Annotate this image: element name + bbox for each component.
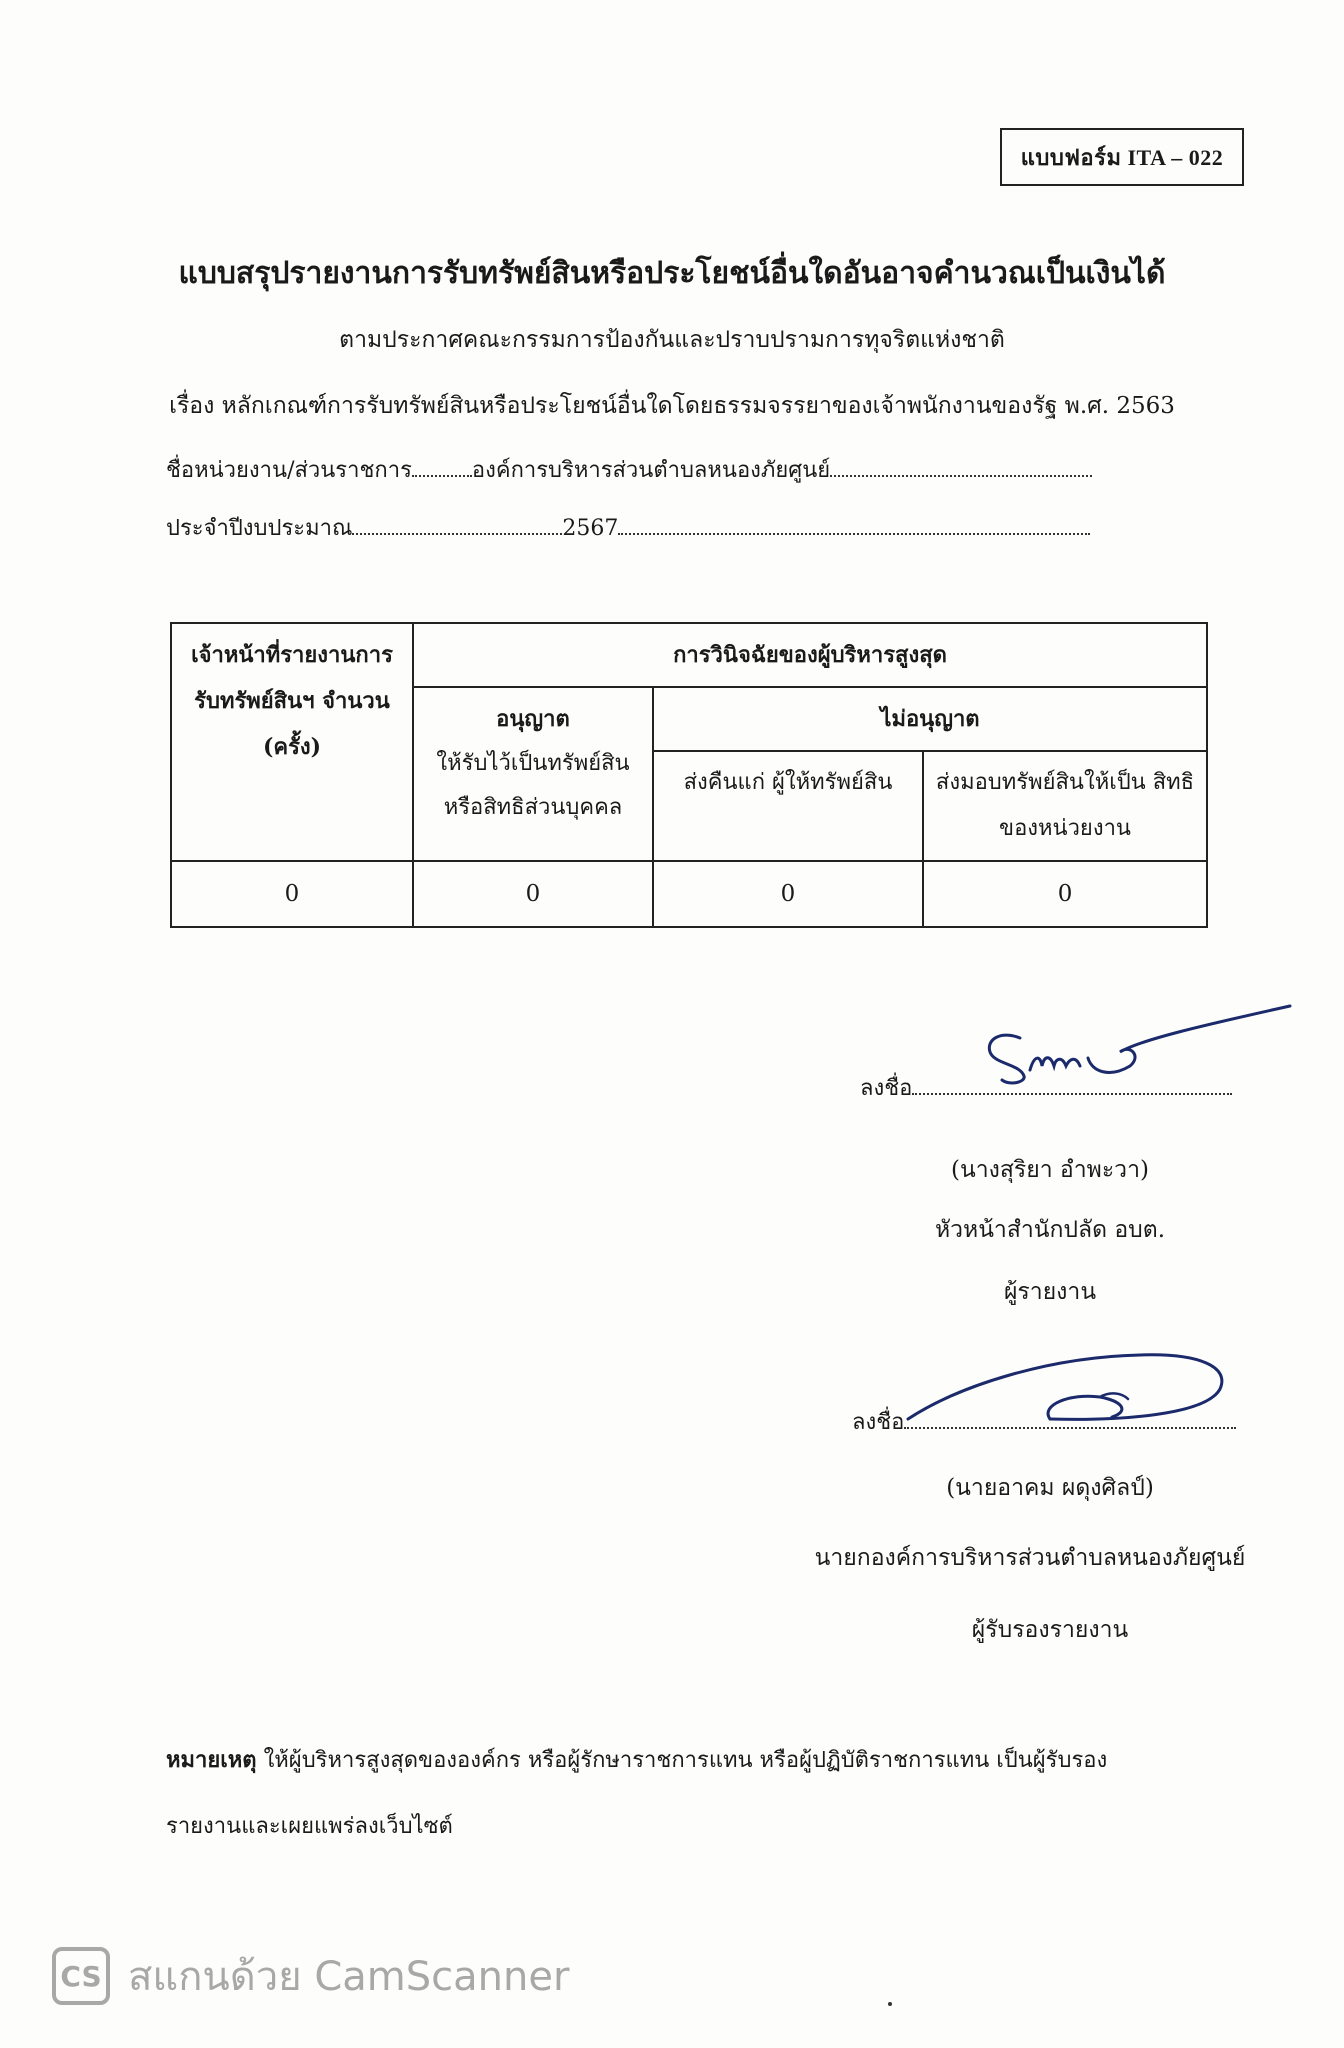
fiscal-year-value: 2567 [562, 516, 619, 541]
certifier-name: (นายอาคม ผดุงศิลป์) [946, 1475, 1154, 1501]
deny-transfer-value: 0 [923, 861, 1207, 927]
document-title: แบบสรุปรายงานการรับทรัพย์สินหรือประโยชน์อื่นใดอันอาจคำนวณเป็นเงินได้ [178, 256, 1166, 291]
camscanner-text: สแกนด้วย CamScanner [128, 1954, 570, 2000]
reporter-signature-line [860, 1070, 1232, 1105]
certifier-signature-line [852, 1404, 1236, 1439]
certifier-sign-dots [904, 1407, 1236, 1429]
camscanner-logo-icon: CS [52, 1947, 110, 2005]
reporter-sign-label: ลงชื่อ [860, 1076, 913, 1101]
agency-dots-after [830, 453, 1092, 477]
note-line-2: รายงานและเผยแพร่ลงเว็บไซต์ [166, 1814, 453, 1839]
deny-return-header: ส่งคืนแก่ ผู้ให้ทรัพย์สิน [653, 751, 923, 861]
camscanner-watermark [52, 1944, 569, 2008]
scan-speck [888, 2002, 892, 2006]
reports-count-header: เจ้าหน้าที่รายงานการ รับทรัพย์สินฯ จำนวน (ครั้ง) [171, 623, 413, 861]
fiscal-year-label: ประจำปีงบประมาณ [166, 516, 353, 541]
deny-transfer-header: ส่งมอบทรัพย์สินให้เป็น สิทธิของหน่วยงาน [923, 751, 1207, 861]
reporter-position: หัวหน้าสำนักปลัด อบต. [934, 1217, 1166, 1243]
agency-dots-before [412, 453, 472, 477]
note-label: หมายเหตุ [166, 1747, 257, 1773]
certifier-sign-label: ลงชื่อ [852, 1410, 905, 1435]
reporter-role: ผู้รายงาน [1003, 1279, 1097, 1305]
reporter-sign-dots [912, 1073, 1232, 1095]
document-subtitle: ตามประกาศคณะกรรมการป้องกันและปราบปรามการทุจริตแห่งชาติ [339, 327, 1005, 353]
reports-count-value: 0 [171, 861, 413, 927]
allow-description: ให้รับไว้เป็นทรัพย์สิน หรือสิทธิส่วนบุคคล [436, 751, 630, 820]
fiscal-year-field [166, 510, 1090, 545]
reporter-name: (นางสุริยา อำพะวา) [951, 1157, 1149, 1183]
certifier-role: ผู้รับรองรายงาน [971, 1617, 1129, 1643]
agency-label: ชื่อหน่วยงาน/ส่วนราชการ [166, 458, 412, 483]
document-subject: เรื่อง หลักเกณฑ์การรับทรัพย์สินหรือประโยชน์อื่นใดโดยธรรมจรรยาของเจ้าพนักงานของรัฐ พ.ศ. 2563 [169, 393, 1175, 419]
allow-header [413, 687, 653, 861]
deny-header: ไม่อนุญาต [653, 687, 1207, 751]
agency-value: องค์การบริหารส่วนตำบลหนองภัยศูนย์ [471, 458, 831, 483]
deny-return-value: 0 [653, 861, 923, 927]
allow-title: อนุญาต [496, 706, 570, 732]
certifier-position: นายกองค์การบริหารส่วนตำบลหนองภัยศูนย์ [814, 1545, 1246, 1571]
note-text-1: ให้ผู้บริหารสูงสุดขององค์กร หรือผู้รักษาราชการแทน หรือผู้ปฏิบัติราชการแทน เป็นผู้รับรอง [263, 1748, 1108, 1773]
agency-field [166, 452, 1092, 487]
fiscal-year-dots-before [352, 511, 562, 535]
fiscal-year-dots-after [618, 511, 1090, 535]
decision-header: การวินิจฉัยของผู้บริหารสูงสุด [413, 623, 1207, 687]
summary-table [170, 622, 1208, 928]
note-line-1 [166, 1742, 1107, 1777]
form-code-box: แบบฟอร์ม ITA – 022 [1000, 128, 1244, 186]
allow-value: 0 [413, 861, 653, 927]
